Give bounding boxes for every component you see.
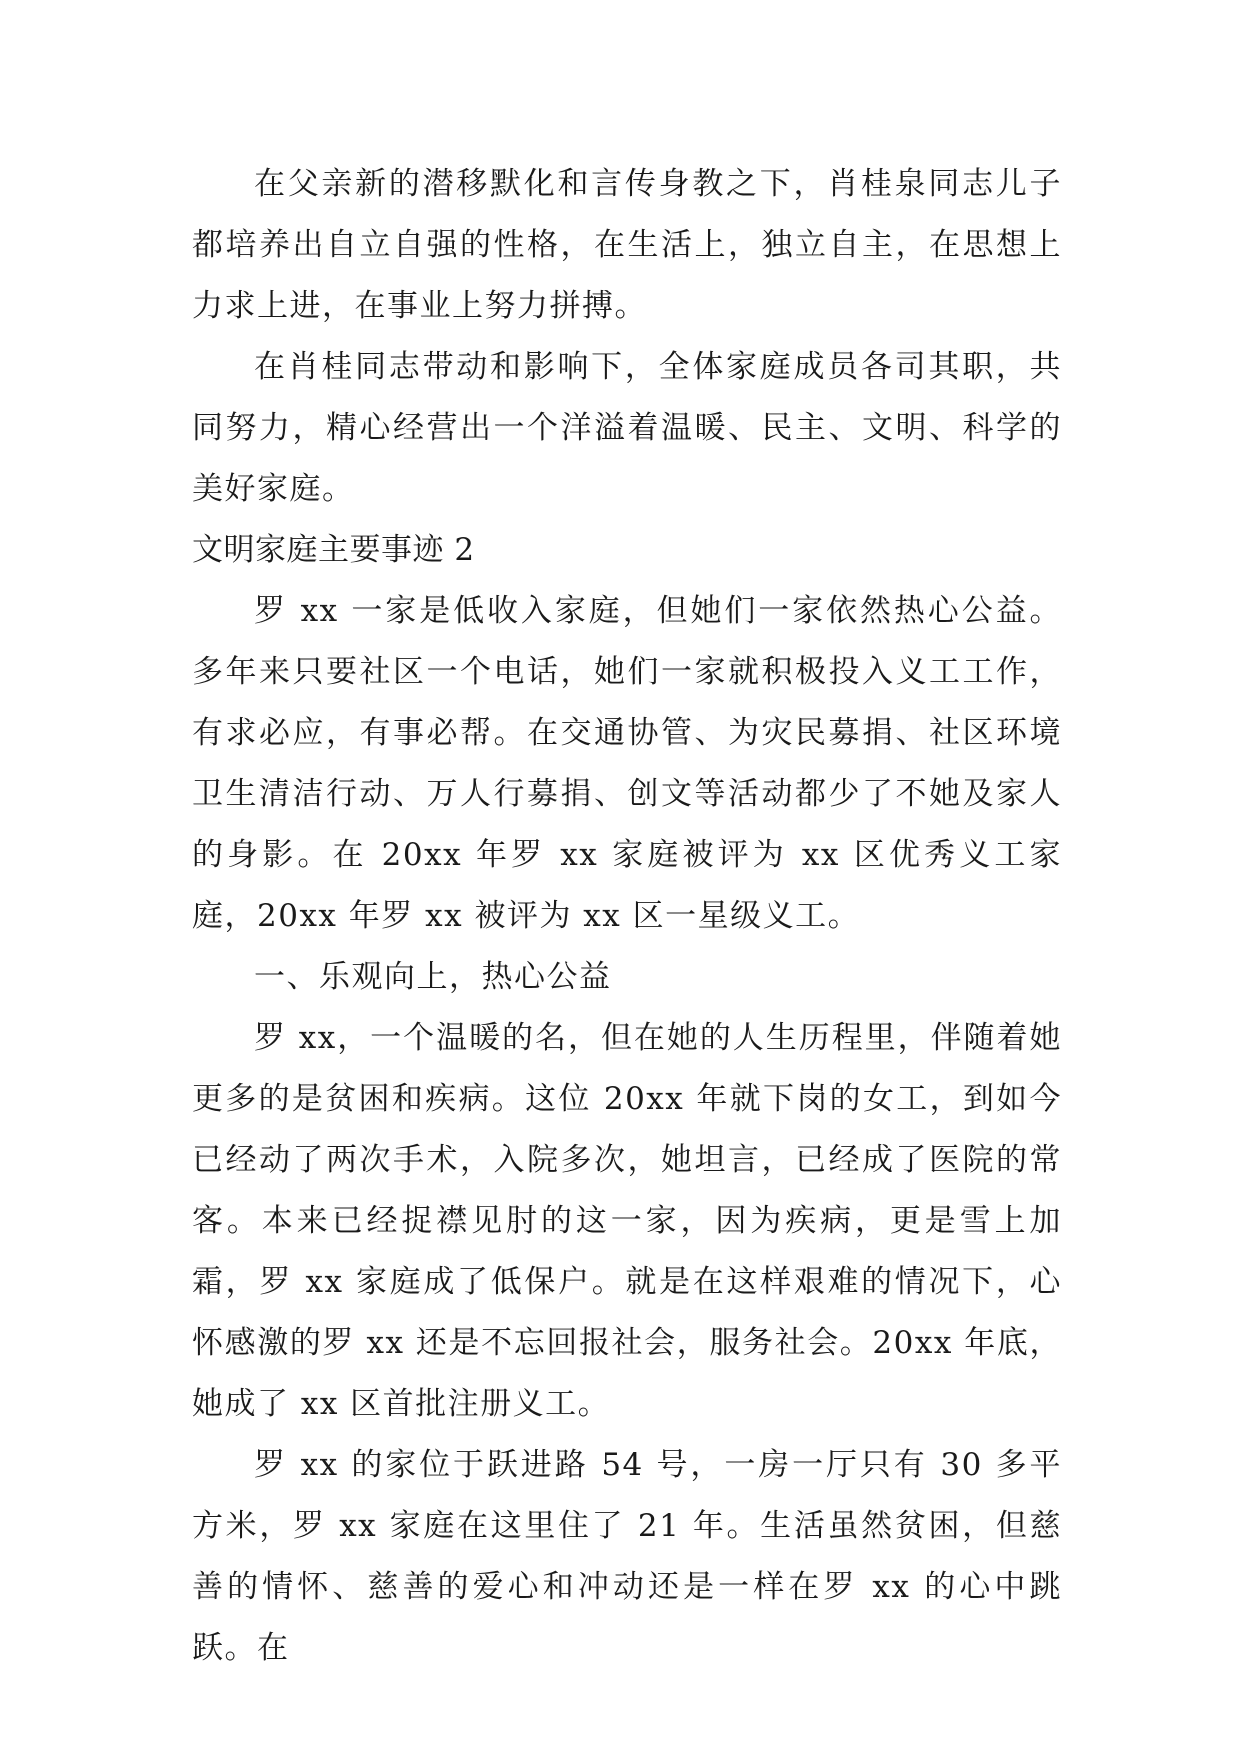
- subsection-title: 一、乐观向上，热心公益: [254, 959, 612, 995]
- paragraph-father-influence: 在父亲新的潜移默化和言传身教之下，肖桂泉同志儿子都培养出自立自强的性格，在生活上，独立自主，在思想上力求上进，在事业上努力拼搏。: [192, 166, 1062, 324]
- paragraph-luo-home: 罗 xx 的家位于跃进路 54 号，一房一厅只有 30 多平方米，罗 xx 家庭在这里住了 21 年。生活虽然贫困，但慈善的情怀、慈善的爱心和冲动还是一样在罗 xx 的心中跳跃。在: [192, 1447, 1062, 1666]
- paragraph-family-members: 在肖桂同志带动和影响下，全体家庭成员各司其职，共同努力，精心经营出一个洋溢着温暖、民主、文明、科学的美好家庭。: [192, 349, 1062, 507]
- paragraph-luo-family-intro: 罗 xx 一家是低收入家庭，但她们一家依然热心公益。多年来只要社区一个电话，她们一家就积极投入义工工作，有求必应，有事必帮。在交通协管、为灾民募捐、社区环境卫生清洁行动、万人行募捐、创文等活动都少了不她及家人的身影。在 20xx 年罗 xx 家庭被评为 xx 区优秀义工家庭，20xx 年罗 xx 被评为 xx 区一星级义工。: [192, 593, 1062, 934]
- paragraph-luo-hardship: 罗 xx，一个温暖的名，但在她的人生历程里，伴随着她更多的是贫困和疾病。这位 20xx 年就下岗的女工，到如今已经动了两次手术，入院多次，她坦言，已经成了医院的常客。本来已经捉襟见肘的这一家，因为疾病，更是雪上加霜，罗 xx 家庭成了低保户。就是在这样艰难的情况下，心怀感激的罗 xx 还是不忘回报社会，服务社会。20xx 年底，她成了 xx 区首批注册义工。: [192, 1020, 1062, 1422]
- section-heading: 文明家庭主要事迹 2: [192, 532, 475, 568]
- document-body: [192, 154, 1062, 1679]
